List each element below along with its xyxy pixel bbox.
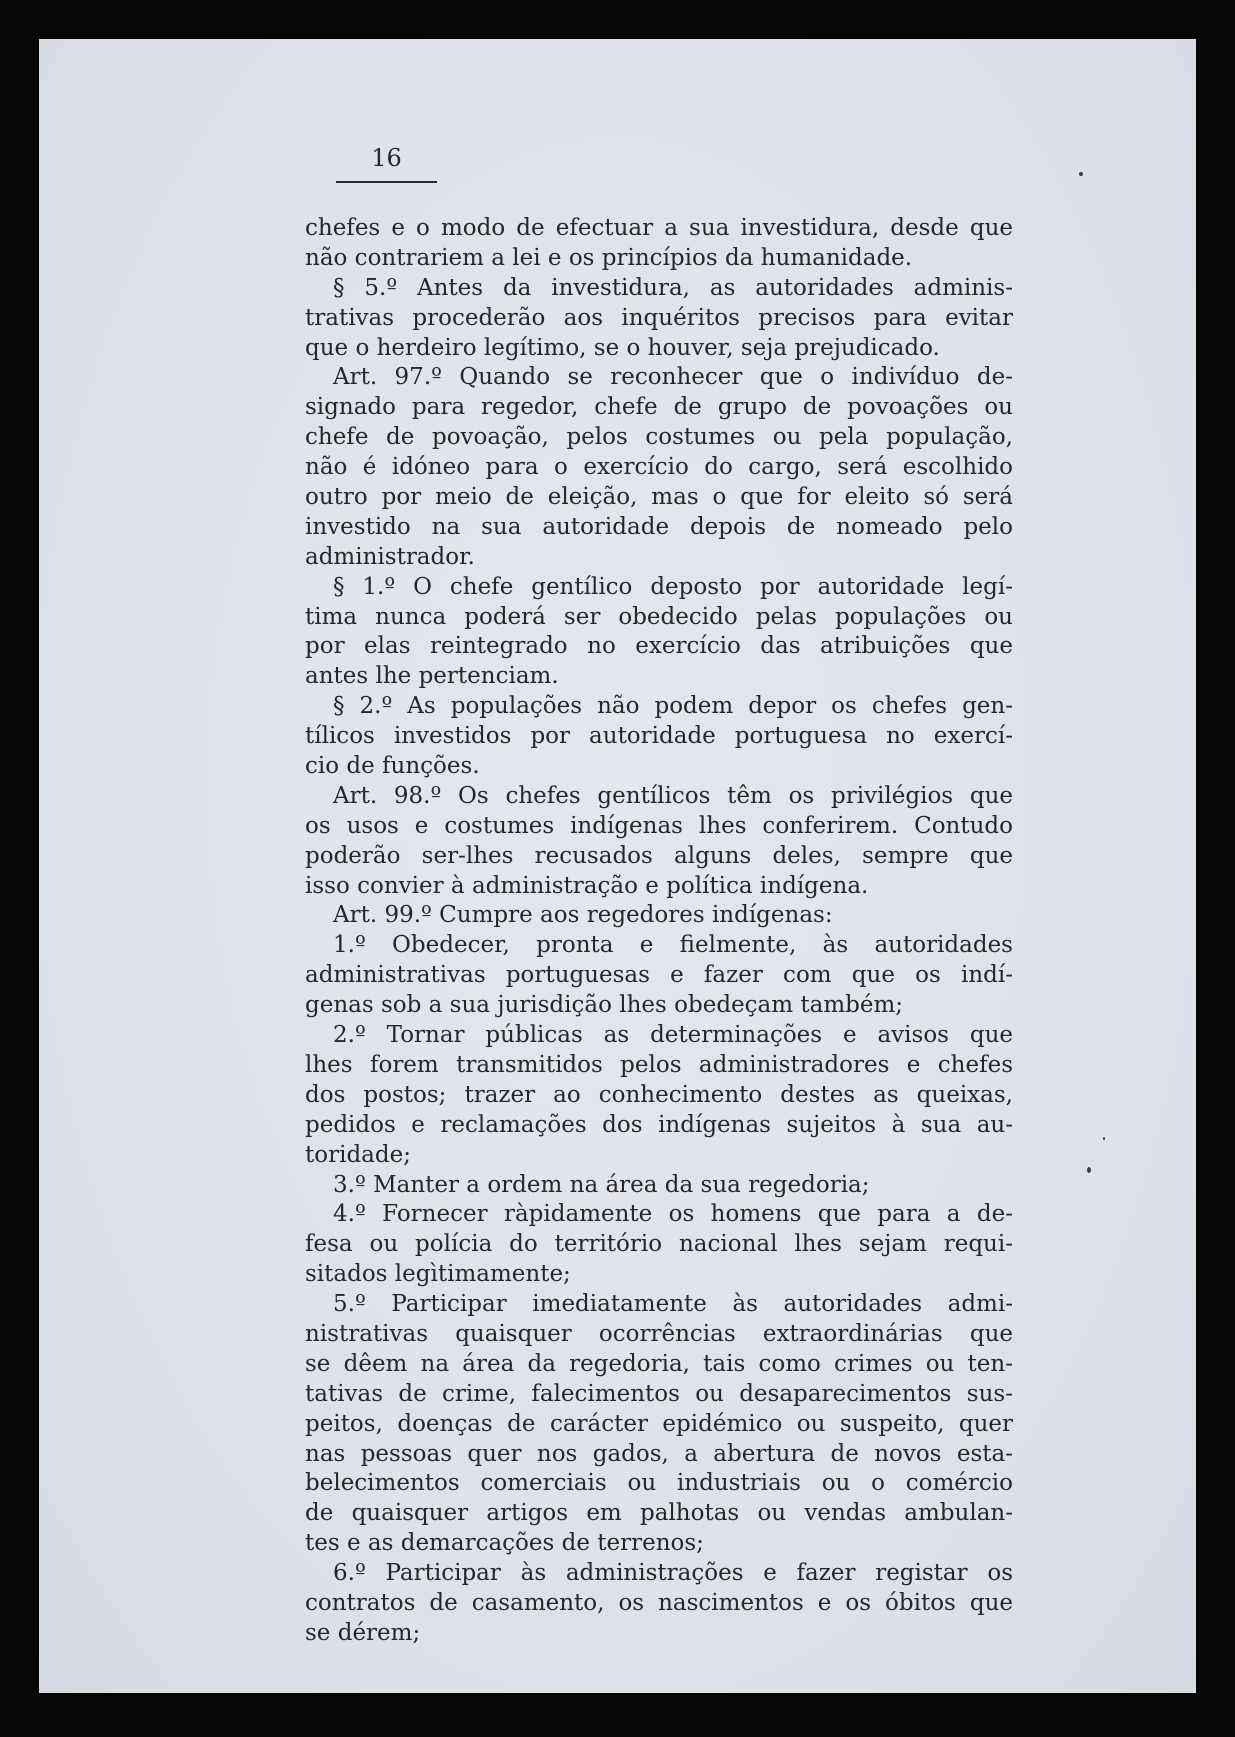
text-line: tes e as demarcações de terrenos;: [305, 1530, 704, 1557]
text-line: dos postos; trazer ao conhecimento destes as queixas,: [305, 1081, 1013, 1108]
paragraph: [305, 931, 1013, 1021]
paragraph: [305, 782, 1013, 902]
text-line: de quaisquer artigos em palhotas ou vendas ambulan-: [305, 1500, 1013, 1527]
text-line: lhes forem transmitidos pelos administradores e chefes: [305, 1051, 1013, 1078]
text-line: contratos de casamento, os nascimentos e os óbitos que: [305, 1589, 1013, 1616]
text-line: isso convier à administração e política indígena.: [305, 872, 869, 899]
text-line: administrativas portuguesas e fazer com que os indí-: [305, 962, 1013, 989]
text-line: 2.º Tornar públicas as determinações e avisos que: [333, 1022, 1013, 1049]
text-line: Art. 97.º Quando se reconhecer que o indivíduo de-: [333, 364, 1013, 391]
text-line: 3.º Manter a ordem na área da sua regedoria;: [333, 1171, 870, 1198]
text-line: poderão ser-lhes recusados alguns deles, sempre que: [305, 842, 1013, 869]
text-line: não é idóneo para o exercício do cargo, será escolhido: [305, 454, 1013, 481]
text-line: tílicos investidos por autoridade portuguesa no exercí-: [305, 723, 1013, 750]
text-line: signado para regedor, chefe de grupo de povoações ou: [305, 394, 1013, 421]
text-line: nistrativas quaisquer ocorrências extraordinárias que: [305, 1320, 1013, 1347]
ink-speck: [1079, 172, 1083, 176]
text-line: se dêem na área da regedoria, tais como crimes ou ten-: [305, 1350, 1013, 1377]
text-line: Art. 98.º Os chefes gentílicos têm os privilégios que: [333, 782, 1013, 809]
text-line: outro por meio de eleição, mas o que for eleito só será: [305, 484, 1013, 511]
text-line: se dérem;: [305, 1619, 421, 1646]
paragraph: [305, 363, 1013, 572]
text-line: trativas procederão aos inquéritos precisos para evitar: [305, 304, 1013, 331]
text-line: 1.º Obedecer, pronta e fielmente, às autoridades: [333, 932, 1013, 959]
text-line: fesa ou polícia do território nacional lhes sejam requi-: [305, 1231, 1013, 1258]
text-line: não contrariem a lei e os princípios da humanidade.: [305, 244, 913, 271]
text-line: 5.º Participar imediatamente às autoridades admi-: [333, 1291, 1013, 1318]
text-line: administrador.: [305, 543, 475, 570]
document-page: [39, 39, 1196, 1693]
paragraph: [305, 901, 1013, 931]
text-line: nas pessoas quer nos gados, a abertura de novos esta-: [305, 1440, 1013, 1467]
paragraph: [305, 214, 1013, 274]
text-line: § 1.º O chefe gentílico deposto por autoridade legí-: [333, 573, 1013, 600]
page-number: 16: [371, 144, 402, 172]
text-line: cio de funções.: [305, 753, 480, 780]
ink-speck: [1103, 1137, 1105, 1140]
paragraph: [305, 573, 1013, 693]
text-line: chefes e o modo de efectuar a sua investidura, desde que: [305, 215, 1013, 241]
text-line: os usos e costumes indígenas lhes conferirem. Contudo: [305, 812, 1013, 839]
text-line: antes lhe pertenciam.: [305, 663, 559, 690]
paragraph: [305, 1559, 1013, 1649]
text-line: por elas reintegrado no exercício das atribuições que: [305, 633, 1013, 660]
page-number-rule: [336, 181, 437, 183]
text-line: sitados legìtimamente;: [305, 1261, 571, 1288]
text-line: tativas de crime, falecimentos ou desaparecimentos sus-: [305, 1380, 1013, 1407]
paragraph: [305, 692, 1013, 782]
text-line: 6.º Participar às administrações e fazer registar os: [333, 1560, 1013, 1587]
paragraph: [305, 1200, 1013, 1290]
text-line: que o herdeiro legítimo, se o houver, seja prejudicado.: [305, 334, 940, 361]
paragraph: [305, 1021, 1013, 1170]
text-line: § 5.º Antes da investidura, as autoridades adminis-: [333, 274, 1013, 301]
text-line: chefe de povoação, pelos costumes ou pela população,: [305, 424, 1013, 451]
text-line: § 2.º As populações não podem depor os chefes gen-: [333, 693, 1013, 720]
body-text: [305, 214, 1013, 1649]
text-line: genas sob a sua jurisdição lhes obedeçam também;: [305, 992, 904, 1019]
text-line: toridade;: [305, 1141, 411, 1168]
text-line: tima nunca poderá ser obedecido pelas populações ou: [305, 603, 1013, 630]
text-line: 4.º Fornecer ràpidamente os homens que para a de-: [333, 1201, 1013, 1228]
text-line: belecimentos comerciais ou industriais ou o comércio: [305, 1470, 1013, 1497]
text-line: peitos, doenças de carácter epidémico ou suspeito, quer: [305, 1410, 1013, 1437]
paragraph: [305, 274, 1013, 364]
text-line: pedidos e reclamações dos indígenas sujeitos à sua au-: [305, 1111, 1013, 1138]
ink-speck: [1087, 1167, 1091, 1173]
text-line: investido na sua autoridade depois de nomeado pelo: [305, 513, 1013, 540]
paragraph: [305, 1290, 1013, 1559]
text-line: Art. 99.º Cumpre aos regedores indígenas:: [333, 902, 833, 929]
paragraph: [305, 1171, 1013, 1201]
